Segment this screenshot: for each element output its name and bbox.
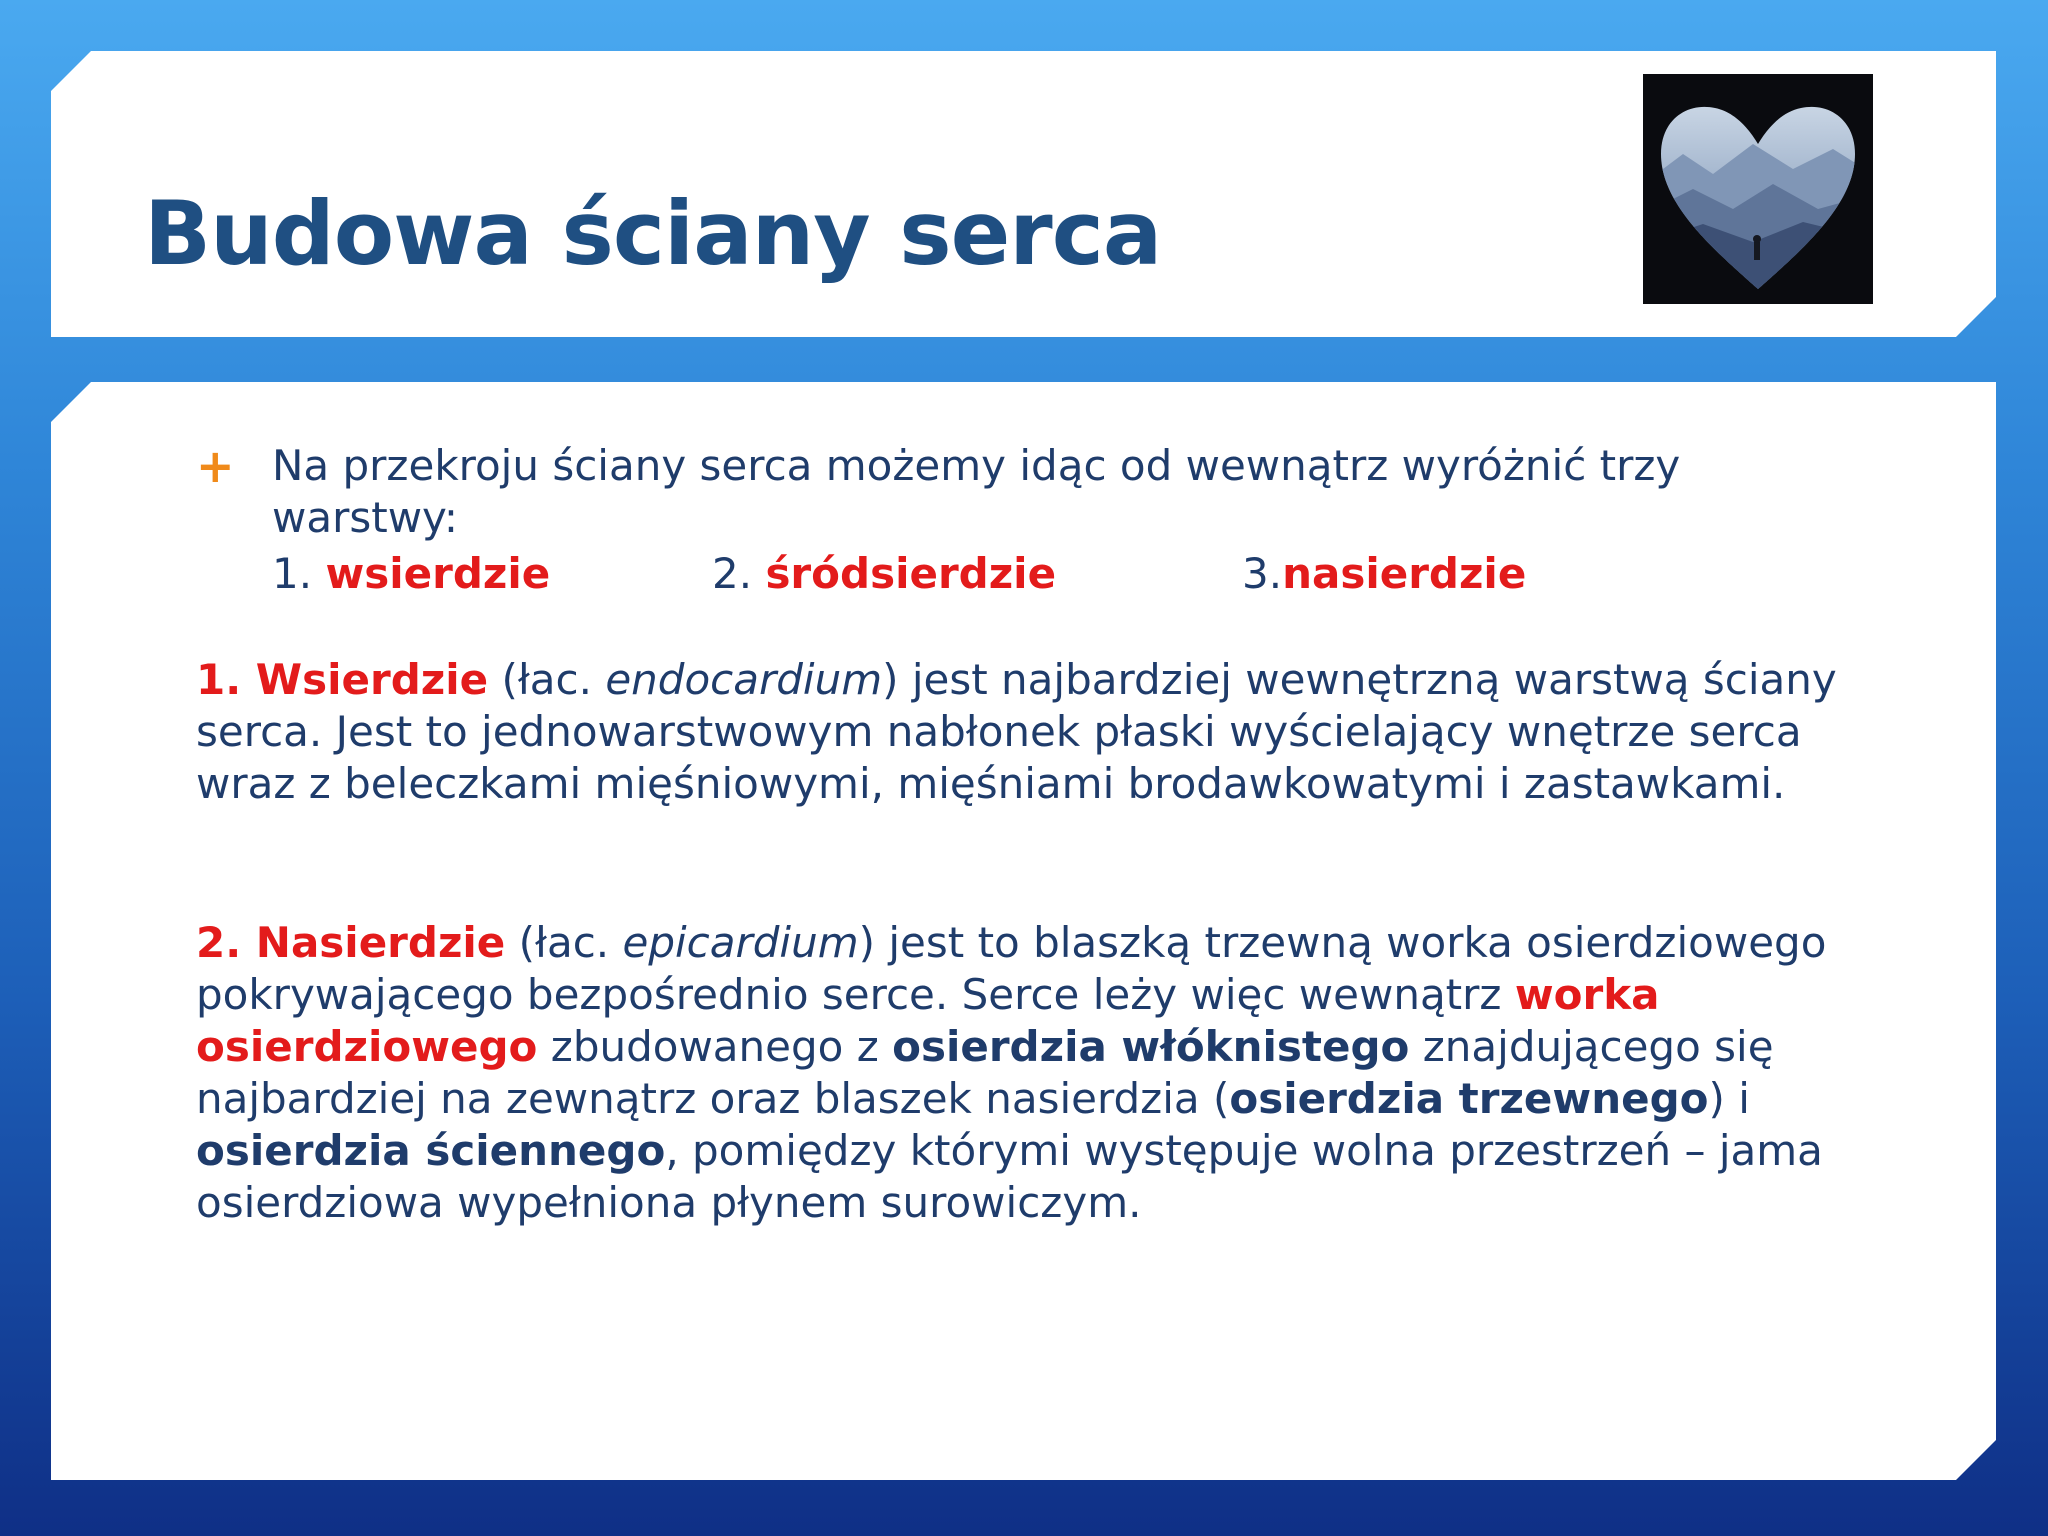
paragraph-nasierdzie: 2. Nasierdzie (łac. epicardium) jest to blaszką trzewną worka osierdziowego pokrywającego bezpośrednio serce. Serce leży więc wewnątrz worka osierdziowego zbudowanego z osierdzia włóknistego znajdującego się najbardziej na zewnątrz oraz blaszek nasierdzia (osierdzia trzewnego) i osierdzia ściennego, pomiędzy którymi występuje wolna przestrzeń – jama osierdziowa wypełniona płynem surowiczym. [196, 918, 1827, 1227]
paragraph-wsierdzie: 1. Wsierdzie (łac. endocardium) jest najbardziej wewnętrzną warstwą ściany serca. Jest to jednowarstwowym nabłonek płaski wyścielający wnętrze serca wraz z beleczkami mięśniowymi, mięśniami brodawkowatymi i zastawkami. [196, 655, 1837, 808]
layer-item: 2. śródsierdzie [712, 549, 1057, 598]
intro-text: Na przekroju ściany serca możemy idąc od wewnątrz wyróżnić trzy warstwy: [272, 441, 1681, 542]
heart-cave-image [1643, 74, 1873, 304]
slide-title: Budowa ściany serca [144, 182, 1162, 285]
layer-item: 1. wsierdzie [272, 549, 551, 598]
bullet-plus-icon: + [196, 439, 235, 493]
layer-item: 3.nasierdzie [1242, 549, 1527, 598]
